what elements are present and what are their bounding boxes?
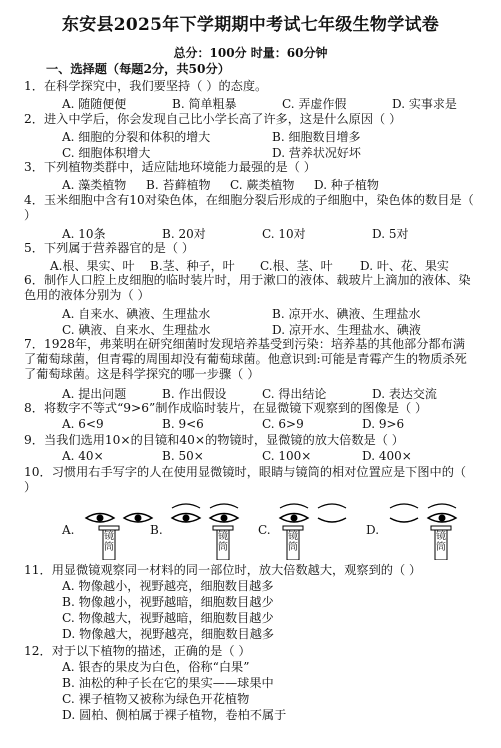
q3-option-c: C. 蕨类植物 [230, 178, 295, 192]
section-heading: 一、选择题（每题2分，共50分） [46, 62, 230, 76]
q1-option-c: C. 弄虚作假 [282, 97, 347, 111]
question-1: 1．在科学探究中，我们要坚持（ ）的态度。 [24, 79, 268, 93]
q4-options [62, 225, 477, 240]
q10-figure-b [172, 504, 238, 560]
q8-options [62, 417, 477, 432]
q5-option-c: C.根、茎、叶 [260, 259, 333, 273]
q7-option-a: A. 提出问题 [62, 387, 127, 401]
q6-option-d: D. 凉开水、生理盐水、碘液 [272, 323, 421, 337]
question-8: 8．将数字不等式“9>6”制作成临时装片，在显微镜下观察到的图像是（ ） [24, 401, 428, 415]
q10-option-a: A. [62, 523, 75, 537]
question-2: 2．进入中学后，你会发现自己比小学长高了许多，这是什么原因（ ） [24, 112, 402, 126]
q9-option-a: A. 40× [62, 449, 104, 463]
q7-option-d: D. 表达交流 [372, 387, 437, 401]
q5-option-b: B.茎、种子，叶 [150, 259, 235, 273]
q6-option-a: A. 自来水、碘液、生理盐水 [62, 307, 211, 321]
q2-option-b: B. 细胞数目增多 [272, 130, 361, 144]
q4-option-d: D. 5对 [372, 227, 409, 241]
tube-label-d: 镜筒 [436, 531, 446, 553]
q4-option-a: A. 10条 [62, 227, 106, 241]
exam-meta: 总分：100分 时量：60分钟 [173, 46, 328, 60]
q7-options [62, 385, 477, 400]
q9-option-c: C. 100× [262, 449, 312, 463]
q9-option-d: D. 400× [362, 449, 412, 463]
q6-option-c: C. 碘液、自来水、生理盐水 [62, 323, 211, 337]
q12-option-c: C. 裸子植物又被称为绿色开花植物 [62, 692, 250, 706]
q1-options [62, 95, 477, 110]
question-11: 11．用显微镜观察同一材料的同一部位时，放大倍数越大，观察到的（ ） [24, 563, 422, 577]
exam-title: 东安县2025年下学期期中考试七年级生物学试卷 [61, 15, 440, 35]
q11-option-b: B. 物像越小，视野越暗，细胞数目越少 [62, 595, 274, 609]
q10-option-b: B. [150, 523, 163, 537]
question-3: 3．下列植物类群中，适应陆地环境能力最强的是（ ） [24, 160, 316, 174]
q7-option-b: B. 作出假设 [162, 387, 227, 401]
tube-label-b: 镜筒 [218, 531, 228, 553]
q2-option-c: C. 细胞体积增大 [62, 146, 151, 160]
question-12: 12．对于以下植物的描述，正确的是（ ） [24, 644, 251, 658]
q6-options-row1 [62, 305, 477, 320]
q11-option-c: C. 物像越大，视野越暗，细胞数目越少 [62, 611, 274, 625]
q8-option-c: C. 6>9 [262, 417, 304, 431]
q2-options-row2 [62, 144, 477, 159]
q10-option-c: C. [258, 523, 271, 537]
question-4: 4．玉米细胞中含有10对染色体，在细胞分裂后形成的子细胞中，染色体的数目是（ ） [24, 193, 474, 222]
q1-option-a: A. 随随便便 [62, 97, 127, 111]
q12-option-d: D. 圆柏、侧柏属于裸子植物，卷柏不属于 [62, 708, 287, 722]
question-9: 9．当我们选用10×的目镜和40×的物镜时，显微镜的放大倍数是（ ） [24, 433, 404, 447]
q3-option-a: A. 藻类植物 [62, 178, 127, 192]
q11-option-d: D. 物像越大，视野越亮，细胞数目越多 [62, 627, 275, 641]
q10-option-d: D. [366, 523, 380, 537]
q4-option-b: B. 20对 [162, 227, 206, 241]
q1-option-d: D. 实事求是 [392, 97, 457, 111]
q3-options [62, 176, 477, 191]
q6-options-row2 [62, 321, 477, 336]
question-7: 7．1928年，弗莱明在研究细菌时发现培养基受到污染：培养基的其他部分都布满了葡萄球菌，但青霉的周围却没有葡萄球菌。他意识到:可能是青霉产生的物质杀死了葡萄球菌。这是科学探究的哪一步骤（ ） [24, 337, 467, 381]
q2-option-a: A. 细胞的分裂和体积的增大 [62, 130, 211, 144]
q5-option-d: D. 叶、花、果实 [360, 259, 449, 273]
q9-option-b: B. 50× [162, 449, 204, 463]
q8-option-d: D. 9>6 [362, 417, 405, 431]
q5-options [50, 257, 477, 272]
q4-option-c: C. 10对 [262, 227, 306, 241]
q8-option-a: A. 6<9 [62, 417, 104, 431]
question-5: 5．下列属于营养器官的是（ ） [24, 241, 195, 255]
q3-option-d: D. 种子植物 [314, 178, 379, 192]
q2-options-row1 [62, 128, 477, 143]
q10-eye-diagram [0, 498, 501, 560]
question-10: 10．习惯用右手写字的人在使用显微镜时，眼睛与镜筒的相对位置应是下图中的（ ） [24, 465, 467, 494]
tube-label-a: 镜筒 [104, 531, 114, 553]
q7-option-c: C. 得出结论 [262, 387, 327, 401]
q12-option-a: A. 银杏的果皮为白色，俗称“白果” [62, 660, 250, 674]
q6-option-b: B. 凉开水、碘液、生理盐水 [272, 307, 421, 321]
q8-option-b: B. 9<6 [162, 417, 204, 431]
q1-option-b: B. 简单粗暴 [172, 97, 237, 111]
q2-option-d: D. 营养状况好坏 [272, 146, 361, 160]
q11-option-a: A. 物像越小，视野越亮，细胞数目越多 [62, 579, 274, 593]
q12-option-b: B. 油松的种子长在它的果实——球果中 [62, 676, 274, 690]
q3-option-b: B. 苔藓植物 [146, 178, 211, 192]
q10-figure-d [390, 504, 456, 560]
q9-options [62, 449, 477, 464]
q10-figure-a [86, 514, 152, 561]
tube-label-c: 镜筒 [288, 531, 298, 553]
q5-option-a: A.根、果实、叶 [50, 259, 135, 273]
question-6: 6．制作人口腔上皮细胞的临时装片时，用于漱口的液体、载玻片上滴加的液体、染色用的液体分别为（ ） [24, 273, 471, 302]
